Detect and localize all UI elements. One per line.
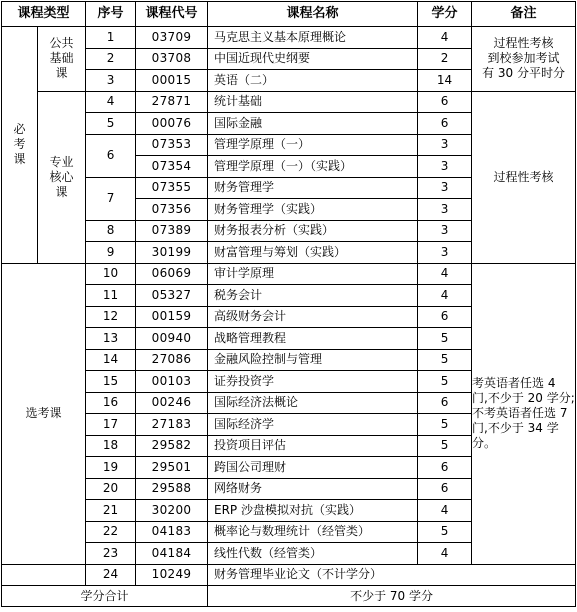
row-name: ERP 沙盘模拟对抗（实践）	[208, 500, 418, 522]
row-name: 线性代数（经管类）	[208, 543, 418, 565]
header-code: 课程代号	[136, 2, 208, 27]
table-row	[2, 263, 576, 285]
row-credit: 4	[418, 263, 472, 285]
row-code: 00246	[136, 392, 208, 414]
row-credit: 4	[418, 500, 472, 522]
row-credit: 5	[418, 414, 472, 436]
row-code: 04184	[136, 543, 208, 565]
row-no: 5	[86, 113, 136, 135]
row-no: 23	[86, 543, 136, 565]
table-row	[2, 91, 576, 113]
header-credit: 学分	[418, 2, 472, 27]
row-credit: 3	[418, 156, 472, 178]
row-name: 统计基础	[208, 91, 418, 113]
row-credit: 4	[418, 27, 472, 49]
row-no: 22	[86, 521, 136, 543]
header-course-type: 课程类型	[2, 2, 86, 27]
total-value: 不少于 70 学分	[208, 586, 576, 607]
row-credit: 6	[418, 306, 472, 328]
row-credit: 3	[418, 242, 472, 264]
row-credit: 4	[418, 543, 472, 565]
row-credit: 14	[418, 70, 472, 92]
row-name: 国际金融	[208, 113, 418, 135]
row-credit: 5	[418, 371, 472, 393]
row-code: 10249	[136, 564, 208, 586]
header-note: 备注	[472, 2, 576, 27]
row-no: 12	[86, 306, 136, 328]
row-code: 03709	[136, 27, 208, 49]
row-name: 财务报表分析（实践）	[208, 220, 418, 242]
note-core: 过程性考核	[472, 91, 576, 263]
row-name: 财务管理毕业论文（不计学分）	[208, 564, 576, 586]
row-credit: 6	[418, 91, 472, 113]
row-no: 20	[86, 478, 136, 500]
row-no: 18	[86, 435, 136, 457]
row-name: 管理学原理（一）（实践）	[208, 156, 418, 178]
row-credit: 5	[418, 435, 472, 457]
row-no: 2	[86, 48, 136, 70]
row-name: 管理学原理（一）	[208, 134, 418, 156]
row-no: 15	[86, 371, 136, 393]
row-code: 07353	[136, 134, 208, 156]
row-credit: 6	[418, 478, 472, 500]
thesis-type-empty	[2, 564, 86, 586]
row-name: 战略管理教程	[208, 328, 418, 350]
course-table	[1, 1, 576, 607]
row-credit: 3	[418, 134, 472, 156]
header-row	[2, 2, 576, 27]
row-name: 国际经济法概论	[208, 392, 418, 414]
row-name: 马克思主义基本原理概论	[208, 27, 418, 49]
row-code: 29582	[136, 435, 208, 457]
row-code: 27183	[136, 414, 208, 436]
row-credit: 3	[418, 220, 472, 242]
row-name: 国际经济学	[208, 414, 418, 436]
row-no: 19	[86, 457, 136, 479]
row-no: 9	[86, 242, 136, 264]
row-code: 30199	[136, 242, 208, 264]
row-name: 财务管理学	[208, 177, 418, 199]
row-code: 07355	[136, 177, 208, 199]
row-no: 17	[86, 414, 136, 436]
row-name: 金融风险控制与管理	[208, 349, 418, 371]
row-credit: 3	[418, 177, 472, 199]
row-code: 27871	[136, 91, 208, 113]
row-code: 07356	[136, 199, 208, 221]
row-code: 29588	[136, 478, 208, 500]
table-row	[2, 27, 576, 49]
row-code: 00940	[136, 328, 208, 350]
row-name: 投资项目评估	[208, 435, 418, 457]
note-public: 过程性考核 到校参加考试 有 30 分平时分	[472, 27, 576, 92]
row-code: 27086	[136, 349, 208, 371]
row-code: 07354	[136, 156, 208, 178]
row-no: 3	[86, 70, 136, 92]
row-credit: 6	[418, 457, 472, 479]
row-no: 16	[86, 392, 136, 414]
row-no: 24	[86, 564, 136, 586]
row-name: 税务会计	[208, 285, 418, 307]
row-name: 财富管理与筹划（实践）	[208, 242, 418, 264]
row-name: 中国近现代史纲要	[208, 48, 418, 70]
row-code: 29501	[136, 457, 208, 479]
row-no: 11	[86, 285, 136, 307]
row-credit: 5	[418, 349, 472, 371]
row-name: 高级财务会计	[208, 306, 418, 328]
group-major-core: 专业 核心 课	[38, 91, 86, 263]
row-code: 03708	[136, 48, 208, 70]
row-no: 10	[86, 263, 136, 285]
row-credit: 5	[418, 328, 472, 350]
row-credit: 5	[418, 521, 472, 543]
row-no: 4	[86, 91, 136, 113]
row-code: 05327	[136, 285, 208, 307]
row-name: 财务管理学（实践）	[208, 199, 418, 221]
table-row	[2, 564, 576, 586]
header-no: 序号	[86, 2, 136, 27]
row-name: 审计学原理	[208, 263, 418, 285]
row-no: 7	[86, 177, 136, 220]
row-no: 6	[86, 134, 136, 177]
row-no: 8	[86, 220, 136, 242]
row-name: 英语（二）	[208, 70, 418, 92]
row-no: 14	[86, 349, 136, 371]
total-label: 学分合计	[2, 586, 208, 607]
row-name: 网络财务	[208, 478, 418, 500]
header-name: 课程名称	[208, 2, 418, 27]
row-credit: 6	[418, 113, 472, 135]
row-name: 证券投资学	[208, 371, 418, 393]
row-name: 概率论与数理统计（经管类）	[208, 521, 418, 543]
row-credit: 4	[418, 285, 472, 307]
row-code: 30200	[136, 500, 208, 522]
row-code: 07389	[136, 220, 208, 242]
group-required: 必 考 课	[2, 27, 38, 264]
note-elective: 考英语者任选 4 门,不少于 20 学分;不考英语者任选 7 门,不少于 34 学分。	[472, 263, 576, 564]
group-elective: 选考课	[2, 263, 86, 564]
row-code: 04183	[136, 521, 208, 543]
row-code: 00015	[136, 70, 208, 92]
row-code: 00103	[136, 371, 208, 393]
total-row	[2, 586, 576, 607]
group-public-basic: 公共 基础 课	[38, 27, 86, 92]
row-credit: 6	[418, 392, 472, 414]
row-code: 06069	[136, 263, 208, 285]
row-code: 00159	[136, 306, 208, 328]
row-code: 00076	[136, 113, 208, 135]
row-no: 1	[86, 27, 136, 49]
row-credit: 2	[418, 48, 472, 70]
row-credit: 3	[418, 199, 472, 221]
row-name: 跨国公司理财	[208, 457, 418, 479]
row-no: 13	[86, 328, 136, 350]
row-no: 21	[86, 500, 136, 522]
